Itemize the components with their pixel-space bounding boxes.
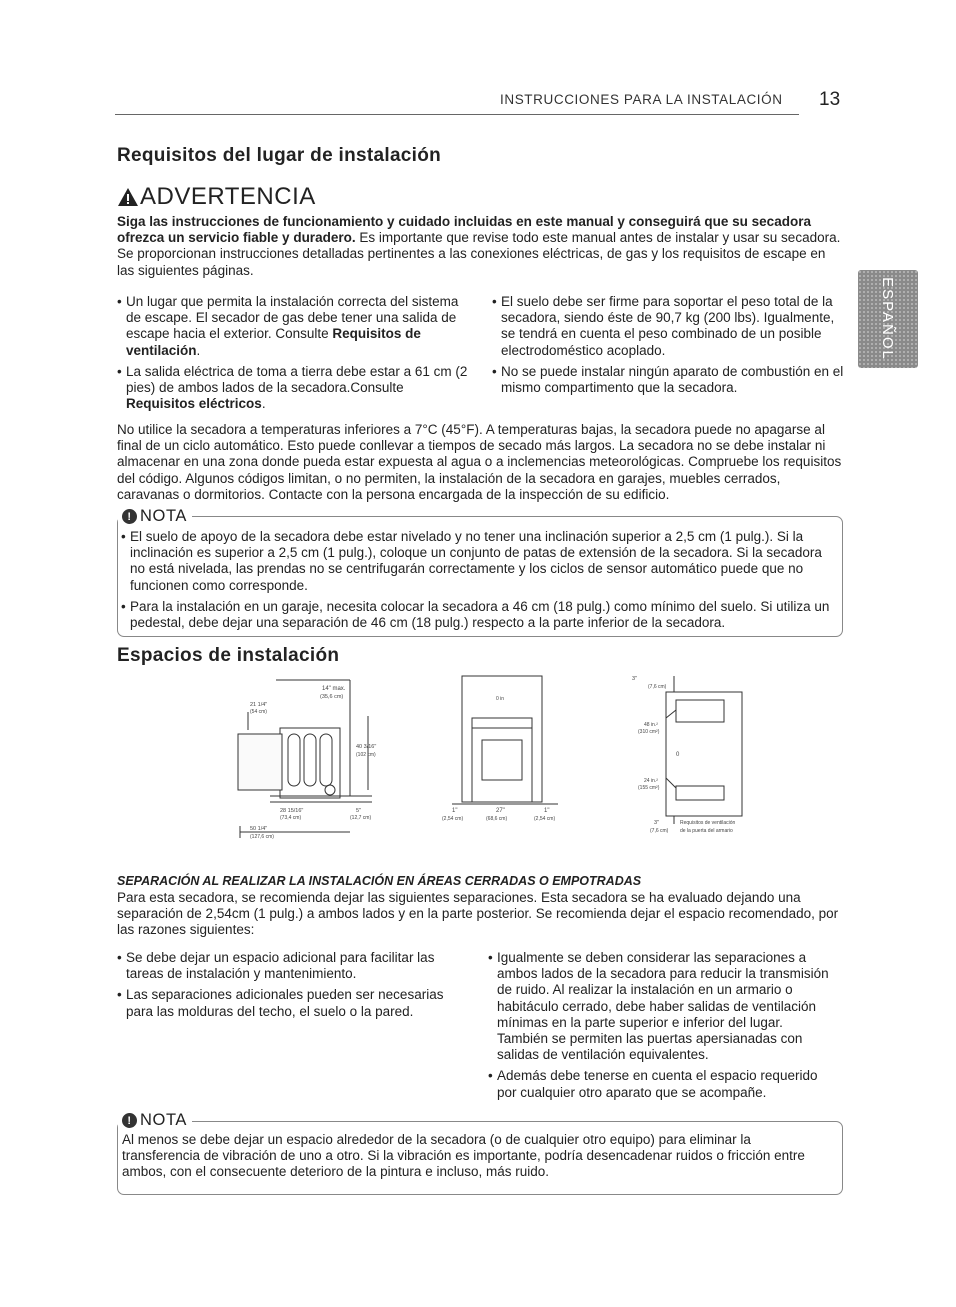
requirements-list-right — [492, 294, 848, 401]
dim-width-cm: (68,6 cm) — [486, 816, 508, 822]
section-title-espacios: Espacios de instalación — [117, 645, 340, 666]
note-title: NOTA — [140, 1111, 188, 1129]
dim-depth-cm: (73,4 cm) — [280, 815, 302, 821]
list-item: • Para la instalación en un garaje, necesita colocar la secadora a 46 cm (18 pulg.) como mínimo del suelo. Si utiliza un pedestal, debe dejar una separación de 46 cm (18 pulg.) respecto a la parte inferior de la secadora. — [121, 599, 833, 631]
note-2-text: Al menos se debe dejar un espacio alrededor de la secadora (o de cualquier otro equipo) para eliminar la transferencia de vibración de uno a otro. Si la vibración es importante, podría desencadenar ruidos o fricción entre ambos, con el consecuente deterioro de la pintura e incluso, más ruido. — [122, 1132, 805, 1180]
warning-body-text: Es importante que revise todo este manual antes de instalar y usar su secadora. Se proporcionan instrucciones detalladas pertinentes a las conexiones eléctricas, de gas y los requisitos de escape en las siguientes páginas. — [117, 230, 841, 278]
warning-paragraph — [117, 214, 841, 279]
vent-caption-2: de la puerta del armario — [680, 828, 733, 834]
section-title-requisitos: Requisitos del lugar de instalación — [117, 145, 442, 166]
note-1-list — [121, 529, 833, 636]
note-heading-2 — [118, 1111, 192, 1130]
warning-title-text: ADVERTENCIA — [140, 183, 316, 210]
info-icon: ! — [122, 509, 137, 524]
dim-side-right: 1" — [544, 808, 550, 814]
clearance-list-right — [488, 950, 834, 1106]
requirements-list-left — [117, 294, 469, 417]
list-item: • Un lugar que permita la instalación correcta del sistema de escape. El secador de gas debe tener una salida de escape hacia el exterior. Consulte Requisitos de ventilación. — [117, 294, 469, 359]
dim-top-max: 14" max. — [322, 686, 346, 692]
dim-left-width: 21 1/4" — [250, 702, 268, 708]
dim-gap: 5" — [356, 808, 362, 814]
dim-side-right-cm: (2,54 cm) — [534, 816, 556, 822]
side-zero-label: 0 — [676, 752, 680, 758]
dim-depth: 28 15/16" — [280, 808, 304, 814]
door-ventilation-diagram — [620, 672, 780, 838]
dim-height-cm: (102 cm) — [356, 752, 376, 758]
list-item: • Además debe tenerse en cuenta el espacio requerido por cualquier otro aparato que se acompañe. — [488, 1068, 834, 1100]
clearance-paragraph: Para esta secadora, se recomienda dejar las siguientes separaciones. Esta secadora se ha evaluado dejando una separación de 2,54cm (1 pulg.) a ambos lados y en la parte posterior. Se recomienda dejar el espacio recomendado, por las razones siguientes: — [117, 890, 839, 938]
clearance-subheading: SEPARACIÓN AL REALIZAR LA INSTALACIÓN EN ÁREAS CERRADAS O EMPOTRADAS — [117, 874, 642, 888]
list-item: • Las separaciones adicionales pueden ser necesarias para las molduras del techo, el suelo o la pared. — [117, 987, 457, 1019]
dim-total: 50 1/4" — [250, 826, 268, 832]
vent-area-bottom: 24 in.² — [644, 778, 658, 784]
dim-vent-top: 3" — [632, 676, 638, 682]
info-icon: ! — [122, 1113, 137, 1128]
list-item: • La salida eléctrica de toma a tierra debe estar a 61 cm (2 pies) de ambos lados de la secadora.Consulte Requisitos eléctricos. — [117, 364, 469, 413]
running-header-title: INSTRUCCIONES PARA LA INSTALACIÓN — [500, 92, 783, 107]
language-side-tab — [858, 270, 918, 368]
dim-total-cm: (127,6 cm) — [250, 834, 274, 840]
dim-top-clearance: 0 in — [496, 696, 505, 702]
note-heading-1 — [118, 507, 192, 526]
page-number: 13 — [819, 89, 841, 110]
dim-vent-bottom-cm: (7,6 cm) — [650, 828, 669, 834]
dim-vent-top-cm: (7,6 cm) — [648, 684, 667, 690]
list-item: • Se debe dejar un espacio adicional para facilitar las tareas de instalación y mantenimiento. — [117, 950, 457, 982]
front-view-diagram — [440, 672, 570, 832]
clearance-list-left — [117, 950, 457, 1025]
header-rule — [115, 114, 799, 115]
vent-caption-1: Requisitos de ventilación — [680, 820, 736, 826]
warning-title — [117, 183, 316, 211]
temperature-paragraph: No utilice la secadora a temperaturas inferiores a 7°C (45°F). A temperaturas bajas, la secadora puede no apagarse al final de un ciclo automático. Esto puede conllevar a tiempos de secado más largos. La secadora no se debe instalar ni almacenar en una zona donde pueda estar expuesta al agua o a inclemencias meteorológicas. Compruebe los requisitos del código. Algunos códigos limitan, o no permiten, la instalación de la secadora en garajes, muebles cerrados, caravanas o dormitorios. Contacte con la persona encargada de la inspección de su edificio. — [117, 422, 842, 502]
dim-side-left: 1" — [452, 808, 458, 814]
list-item: • El suelo de apoyo de la secadora debe estar nivelado y no tener una inclinación superior a 2,5 cm (1 pulg.). Si la inclinación es superior a 2,5 cm (1 pulg.), coloque un conjunto de patas de extensión de la secadora. Si la secadora no está nivelada, las prendas no se centrifugarán correctamente y los ciclos de sensor automático puede que no funcionen como corresponde. — [121, 529, 833, 594]
vent-area-top-cm: (310 cm²) — [638, 729, 660, 735]
list-item: • Igualmente se deben considerar las separaciones a ambos lados de la secadora para reducir la transmisión de ruido. Al realizar la instalación en un armario o habitáculo cerrado, debe haber salidas de ventilación mínimas en la parte superior e inferior del lugar. También se permiten las puertas apersianadas con salidas de ventilación equivalentes. — [488, 950, 834, 1063]
warning-bold-text: Siga las instrucciones de funcionamiento y cuidado incluidas en este manual y conseguirá que su secadora ofrezca un servicio fiable y duradero. — [117, 214, 811, 246]
dim-height: 40 3/16" — [356, 744, 377, 750]
dim-left-width-cm: (54 cm) — [250, 709, 267, 715]
list-item: • No se puede instalar ningún aparato de combustión en el mismo compartimento que la secadora. — [492, 364, 848, 396]
side-view-diagram — [230, 672, 380, 848]
list-item: • El suelo debe ser firme para soportar el peso total de la secadora, siendo éste de 90,7 kg (200 lbs). Igualmente, se tendrá en cuenta el peso combinado de un posible electrodoméstico acoplado. — [492, 294, 848, 359]
dim-gap-cm: (12,7 cm) — [350, 815, 372, 821]
dim-side-left-cm: (2,54 cm) — [442, 816, 464, 822]
dim-vent-bottom: 3" — [654, 820, 660, 826]
dim-width: 27" — [496, 808, 505, 814]
dim-top-max-cm: (35,6 cm) — [320, 694, 344, 700]
vent-area-top: 48 in.² — [644, 722, 658, 728]
vent-area-bottom-cm: (155 cm²) — [638, 785, 660, 791]
note-title: NOTA — [140, 507, 188, 525]
language-label: ESPAÑOL — [879, 277, 897, 361]
warning-triangle-icon — [117, 187, 139, 207]
